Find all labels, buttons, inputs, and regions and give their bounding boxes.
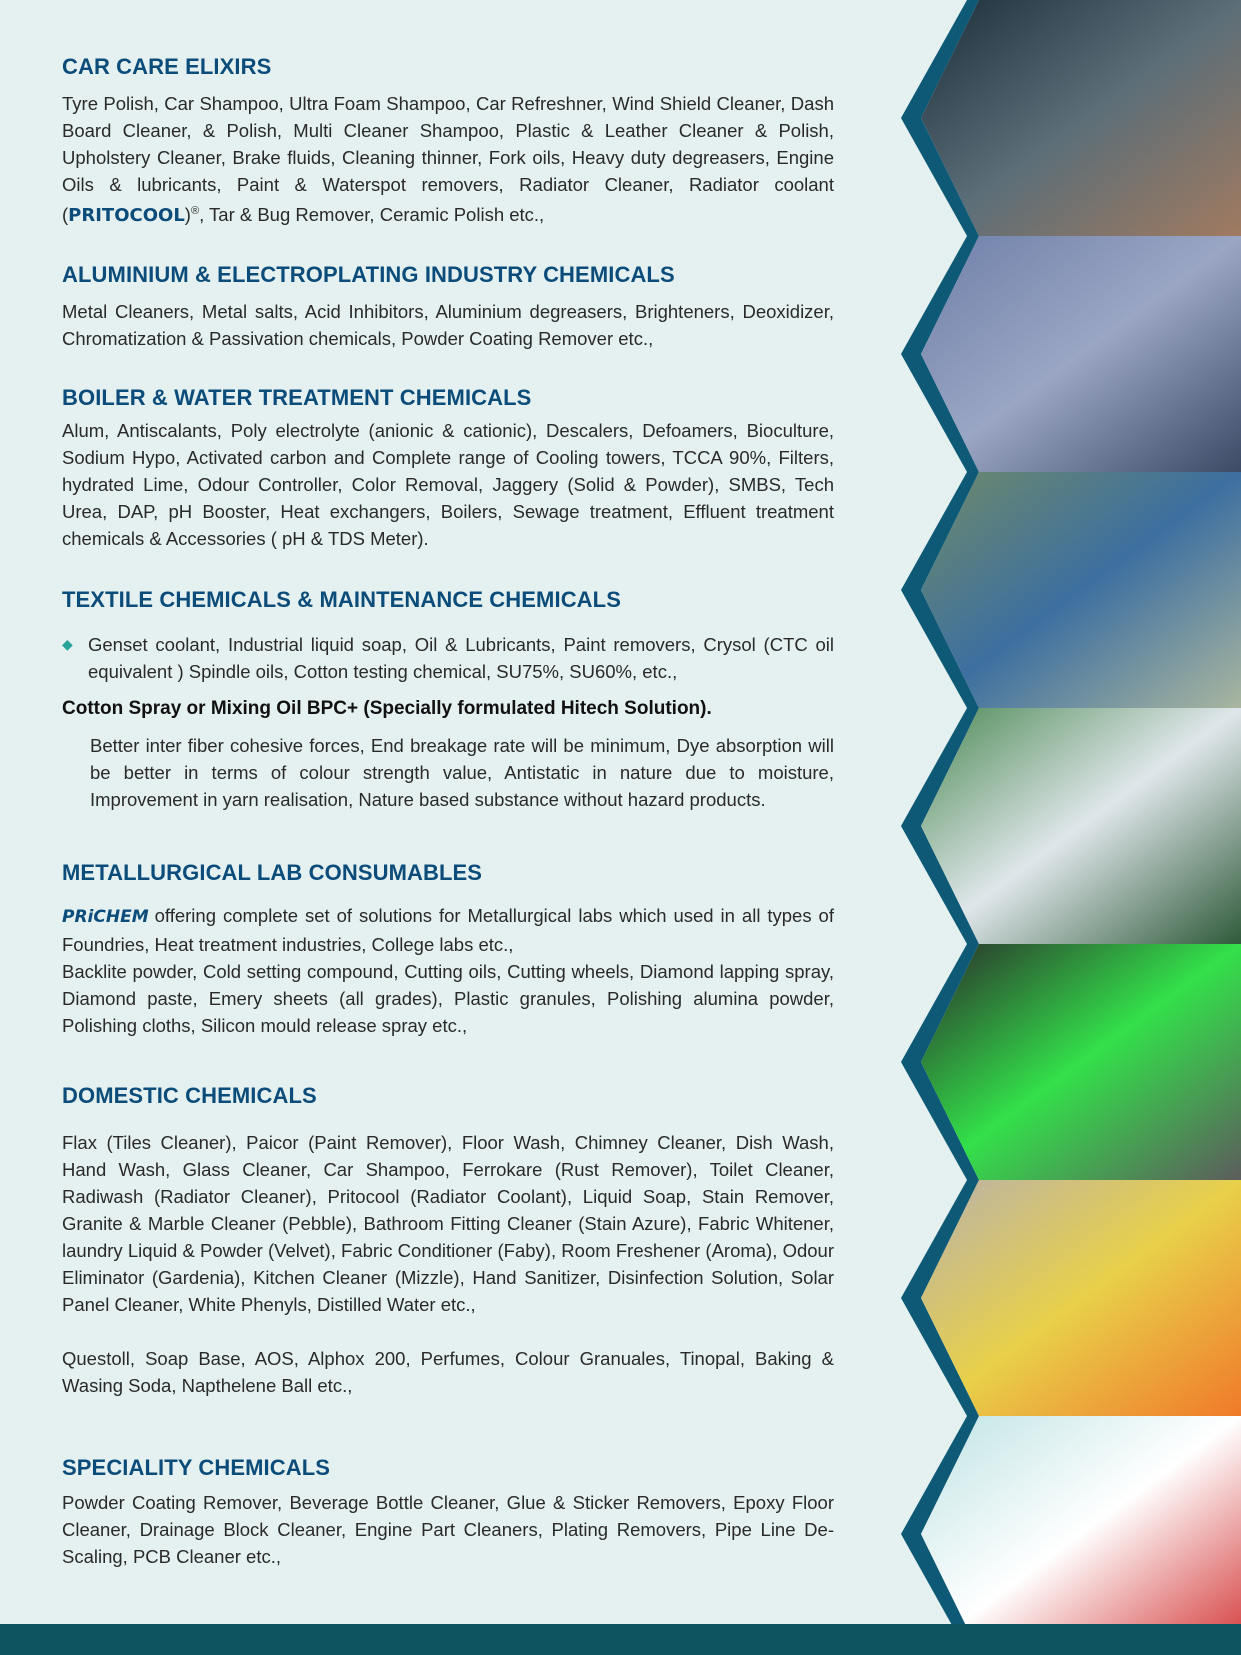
section-body: Flax (Tiles Cleaner), Paicor (Paint Remover), Floor Wash, Chimney Cleaner, Dish Wash, Hand Wash, Glass Cleaner, Car Shampoo, Ferrokare (Rust Remover), Toilet Cleaner, Radiwash (Radiator Cleaner), Pritocool (Radiator Coolant), Liquid Soap, Stain Remover, Granite & Marble Cleaner (Pebble), Bathroom Fitting Cleaner (Stain Azure), Fabric Whitener, laundry Liquid & Powder (Velvet), Fabric Conditioner (Faby), Room Freshener (Aroma), Odour Eliminator (Gardenia), Kitchen Cleaner (Mizzle), Hand Sanitizer, Disinfection Solution, Solar Panel Cleaner, White Phenyls, Distilled Water etc., [62, 1132, 834, 1315]
section-aluminium [62, 262, 834, 352]
car-assembly-photo [921, 236, 1241, 472]
body-text: Tyre Polish, Car Shampoo, Ultra Foam Shampoo, Car Refreshner, Wind Shield Cleaner, Dash Board Cleaner, & Polish, Multi Cleaner Shampoo, Plastic & Leather Cleaner & Polish, Upholstery Cleaner, Brake fluids, Cleaning thinner, Fork oils, Heavy duty degreasers, Engine Oils & lubricants, Paint & Waterspot removers, Radiator Cleaner, Radiator coolant ( [62, 93, 834, 226]
highlight-line: Cotton Spray or Mixing Oil BPC+ (Specially formulated Hitech Solution). [62, 698, 712, 719]
section-metallurgical [62, 860, 834, 1039]
section-title: METALLURGICAL LAB CONSUMABLES [62, 860, 483, 885]
pritocool-brand: PRITOCOOL [68, 205, 185, 227]
radiator-coolant-photo [921, 944, 1241, 1180]
section-title: CAR CARE ELIXIRS [62, 54, 272, 79]
section-body-2: Questoll, Soap Base, AOS, Alphox 200, Perfumes, Colour Granuales, Tinopal, Baking & Wasing Soda, Napthelene Ball etc., [62, 1348, 834, 1396]
section-body: Better inter fiber cohesive forces, End breakage rate will be minimum, Dye absorption will be better in terms of colour strength value, Antistatic in nature due to moisture, Improvement in yarn realisation, Nature based substance without hazard products. [90, 735, 834, 810]
section-speciality [62, 1455, 834, 1570]
section-title: ALUMINIUM & ELECTROPLATING INDUSTRY CHEMICALS [62, 262, 675, 287]
body-text: offering complete set of solutions for Metallurgical labs which used in all types of Foundries, Heat treatment industries, College labs etc., [62, 905, 834, 955]
section-title: TEXTILE CHEMICALS & MAINTENANCE CHEMICALS [62, 587, 621, 612]
section-car-care [62, 54, 834, 229]
section-body-2: Backlite powder, Cold setting compound, Cutting oils, Cutting wheels, Diamond lapping spray, Diamond paste, Emery sheets (all grades), Plastic granules, Polishing alumina powder, Polishing cloths, Silicon mould release spray etc., [62, 961, 834, 1036]
section-title: BOILER & WATER TREATMENT CHEMICALS [62, 385, 532, 410]
section-domestic [62, 1083, 834, 1399]
section-body [62, 90, 834, 229]
water-treatment-photo [921, 472, 1241, 708]
section-body [62, 902, 834, 958]
section-boiler [62, 385, 834, 552]
prichem-logo: PRiCHEM [62, 907, 149, 927]
floor-cleaning-photo [921, 1180, 1241, 1416]
section-textile [62, 587, 834, 813]
photo-strip-svg [901, 0, 1241, 1625]
bullet-text: Genset coolant, Industrial liquid soap, Oil & Lubricants, Paint removers, Crysol (CTC oil equivalent ) Spindle oils, Cotton testing chemical, SU75%, SU60%, etc., [88, 634, 834, 682]
bullet-item [62, 631, 834, 685]
section-body: Metal Cleaners, Metal salts, Acid Inhibitors, Aluminium degreasers, Brighteners, Deoxidizer, Chromatization & Passivation chemicals, Powder Coating Remover etc., [62, 301, 834, 349]
gear-repair-photo [921, 0, 1241, 236]
textile-machine-photo [921, 708, 1241, 944]
diamond-bullet-icon: ◆ [62, 636, 73, 652]
section-title: SPECIALITY CHEMICALS [62, 1455, 331, 1480]
section-body: Alum, Antiscalants, Poly electrolyte (anionic & cationic), Descalers, Defoamers, Bioculture, Sodium Hypo, Activated carbon and Complete range of Cooling towers, TCCA 90%, Filters, hydrated Lime, Odour Controller, Color Removal, Jaggery (Solid & Powder), SMBS, Tech Urea, DAP, pH Booster, Heat exchangers, Boilers, Sewage treatment, Effluent treatment chemicals & Accessories ( pH & TDS Meter). [62, 420, 834, 549]
section-body: Powder Coating Remover, Beverage Bottle Cleaner, Glue & Sticker Removers, Epoxy Floor Cleaner, Drainage Block Cleaner, Engine Part Cleaners, Plating Removers, Pipe Line De-Scaling, PCB Cleaner etc., [62, 1492, 834, 1567]
body-text: , Tar & Bug Remover, Ceramic Polish etc., [199, 204, 545, 226]
trademark-symbol: ® [190, 205, 200, 217]
footer-bar [0, 1624, 1241, 1655]
body-text: ) [184, 204, 191, 226]
product-bottles-photo [921, 1416, 1241, 1625]
section-title: DOMESTIC CHEMICALS [62, 1083, 317, 1108]
